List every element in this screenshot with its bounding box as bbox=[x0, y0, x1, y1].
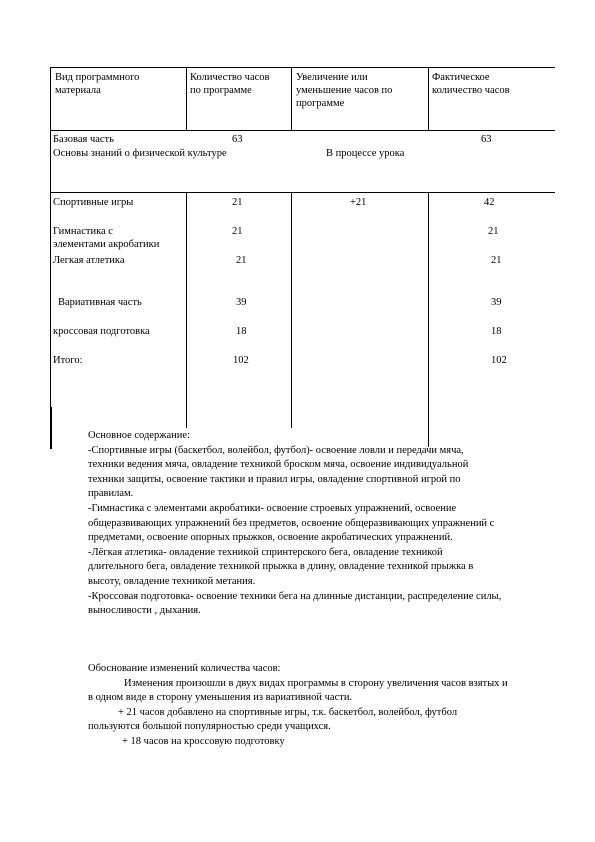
content-line: общеразвивающих упражнений без предметов, освоение общеразвивающих упражнений с bbox=[88, 517, 495, 529]
header-text-line: материала bbox=[55, 85, 101, 96]
header-text-line: по программе bbox=[190, 85, 252, 96]
row-total-label: Итого: bbox=[53, 355, 83, 366]
row-gym-label-line2: элементами акробатики bbox=[53, 239, 160, 250]
row-total-hours: 102 bbox=[233, 355, 249, 366]
row-cross-actual: 18 bbox=[491, 326, 502, 337]
table-top-border bbox=[50, 67, 555, 68]
row-base-actual: 63 bbox=[481, 134, 492, 145]
row-athletics-label: Легкая атлетика bbox=[53, 255, 125, 266]
header-text-line: Увеличение или bbox=[296, 72, 368, 83]
row-gym-actual: 21 bbox=[488, 226, 499, 237]
justification-line: + 21 часов добавлено на спортивные игры, т.к. баскетбол, волейбол, футбол bbox=[118, 706, 458, 718]
row-gym-label-line1: Гимнастика с bbox=[53, 226, 113, 237]
header-material-type bbox=[55, 71, 139, 97]
content-line: -Спортивные игры (баскетбол, волейбол, футбол)- освоение ловли и передачи мяча, bbox=[88, 444, 464, 456]
row-fundamentals-label: Основы знаний о физической культуре bbox=[53, 148, 227, 159]
justification-section bbox=[88, 662, 508, 750]
content-line: техники защиты, освоение тактики и правил игры, овладение спортивной игрой по bbox=[88, 473, 461, 485]
table-header-divider bbox=[50, 130, 555, 131]
content-line: -Кроссовая подготовка- освоение техники бега на длинные дистанции, распределение силы, bbox=[88, 590, 502, 602]
justification-line: пользуются большой популярностью среди учащихся. bbox=[88, 721, 331, 733]
header-text-line: программе bbox=[296, 98, 345, 109]
content-line: выносливости , дыхания. bbox=[88, 605, 201, 617]
justification-line: Изменения произошли в двух видах программы в сторону увеличения часов взятых и bbox=[124, 677, 508, 689]
justification-line: + 18 часов на кроссовую подготовку bbox=[122, 735, 285, 747]
header-text-line: Количество часов bbox=[190, 72, 270, 83]
content-line: длительного бега, овладение техникой прыжка в длину, овладение техникой прыжка в bbox=[88, 561, 474, 573]
table-left-border bbox=[50, 67, 51, 449]
row-cross-hours: 18 bbox=[236, 326, 247, 337]
content-section bbox=[88, 429, 501, 619]
content-line: предметами, освоение опорных прыжков, освоение акробатических упражнений. bbox=[88, 532, 453, 544]
row-base-hours: 63 bbox=[232, 134, 243, 145]
column-divider-1 bbox=[186, 67, 187, 131]
row-athletics-hours: 21 bbox=[236, 255, 247, 266]
content-line: -Гимнастика с элементами акробатики- освоение строевых упражнений, освоение bbox=[88, 502, 457, 514]
row-variative-hours: 39 bbox=[236, 297, 247, 308]
content-line: техники ведения мяча, овладение техникой броском мяча, освоение индивидуальной bbox=[88, 459, 469, 471]
row-sport-change: +21 bbox=[350, 197, 367, 208]
table-section-divider bbox=[50, 192, 555, 193]
column-divider-3 bbox=[428, 67, 429, 131]
content-line: высоту, овладение техникой метания. bbox=[88, 575, 256, 587]
header-change-hours bbox=[296, 71, 392, 110]
row-total-actual: 102 bbox=[491, 355, 507, 366]
column-divider-1-lower bbox=[186, 192, 187, 428]
row-sport-label: Спортивные игры bbox=[53, 197, 134, 208]
header-text-line: количество часов bbox=[432, 85, 510, 96]
row-base-label: Базовая часть bbox=[53, 134, 114, 145]
justification-title: Обоснование изменений количества часов: bbox=[88, 663, 281, 674]
content-line: -Лёгкая атлетика- овладение техникой спринтерского бега, овладение техникой bbox=[88, 546, 443, 558]
header-program-hours bbox=[190, 71, 269, 97]
row-gym-hours: 21 bbox=[232, 226, 243, 237]
justification-line: в одном виде в сторону уменьшения из вариативной части. bbox=[88, 692, 353, 704]
row-cross-label: кроссовая подготовка bbox=[53, 326, 150, 337]
row-sport-actual: 42 bbox=[484, 197, 495, 208]
row-variative-actual: 39 bbox=[491, 297, 502, 308]
column-divider-3-lower bbox=[428, 192, 429, 447]
content-title: Основное содержание: bbox=[88, 430, 190, 441]
content-line: правилам. bbox=[88, 488, 134, 500]
column-divider-2-lower bbox=[291, 192, 292, 428]
row-fundamentals-change: В процессе урока bbox=[326, 148, 405, 159]
header-text-line: уменьшение часов по bbox=[296, 85, 393, 96]
row-gym-label bbox=[53, 225, 159, 251]
header-text-line: Фактическое bbox=[432, 72, 490, 83]
row-variative-label: Вариативная часть bbox=[58, 297, 142, 308]
table-left-border-end bbox=[50, 407, 52, 449]
header-actual-hours bbox=[432, 71, 510, 97]
header-text-line: Вид программного bbox=[55, 72, 140, 83]
column-divider-2 bbox=[291, 67, 292, 131]
row-athletics-actual: 21 bbox=[491, 255, 502, 266]
row-sport-hours: 21 bbox=[232, 197, 243, 208]
